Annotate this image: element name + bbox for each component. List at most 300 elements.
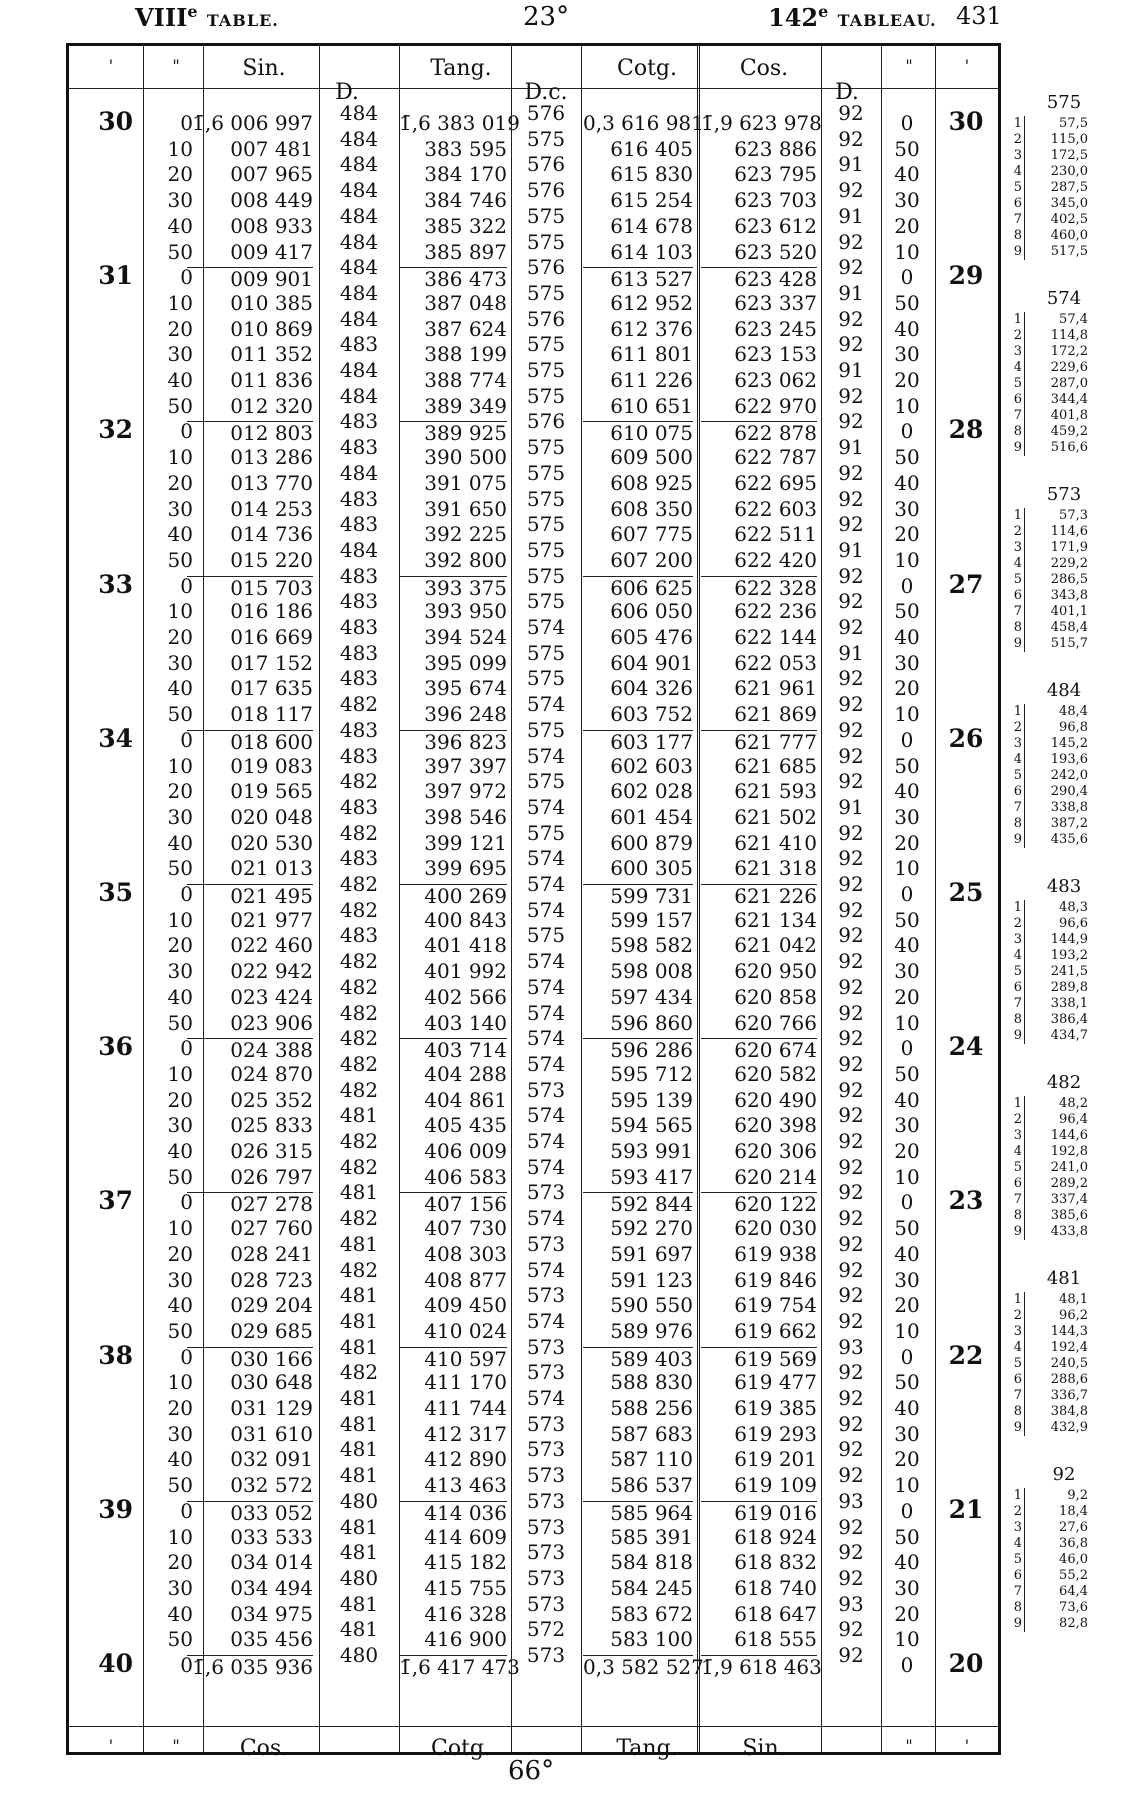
second-cell: 50 (167, 702, 193, 727)
diff-common-cell: 575 (526, 512, 566, 537)
footer-minutes: ' (108, 1736, 114, 1755)
pp-row (1010, 948, 1100, 964)
minute-right-cell: 28 (948, 415, 984, 445)
second-cell: 30 (167, 342, 193, 367)
diff-common-cell: 573 (526, 1514, 566, 1539)
minute-right-cell: 26 (948, 723, 984, 753)
sin-cell: 034 014 (230, 1550, 313, 1575)
tang-cell: 393 375 (399, 576, 507, 598)
pp-index: 4 (1013, 752, 1022, 767)
diff-cell: 484 (339, 229, 379, 254)
second-cell: 30 (167, 959, 193, 984)
diff-cos-cell: 92 (838, 820, 864, 845)
diff-common-cell: 574 (526, 1386, 566, 1410)
diff-cos-cell: 92 (838, 949, 864, 974)
diff-cos-cell: 92 (838, 332, 864, 357)
minute-right-cell: 22 (948, 1340, 984, 1370)
diff-cell: 481 (339, 1617, 379, 1642)
diff-common-cell: 573 (526, 1411, 566, 1436)
pp-row (1010, 1504, 1100, 1520)
pp-value: 344,4 (1050, 392, 1088, 407)
pp-index: 2 (1013, 328, 1022, 343)
cos-cell: 620 674 (701, 1038, 817, 1060)
second-cell: 50 (167, 1318, 193, 1343)
second-cell: 20 (167, 1396, 193, 1420)
second-right-cell: 40 (894, 779, 920, 804)
cos-cell: 618 647 (734, 1601, 817, 1626)
diff-cos-cell: 92 (838, 1129, 864, 1153)
pp-value: 345,0 (1050, 196, 1088, 211)
sin-cell: 021 977 (230, 907, 313, 932)
minute-cell: 32 (98, 415, 133, 445)
diff-cell: 482 (339, 1129, 379, 1153)
diff-cell: 482 (339, 1026, 379, 1051)
second-right-cell: 30 (894, 188, 920, 213)
second-cell: 30 (167, 650, 193, 675)
second-right-cell: 0 (900, 419, 914, 444)
footer-sin: Sin. (742, 1736, 786, 1761)
diff-cos-cell: 92 (838, 383, 864, 408)
diff-cos-cell: 92 (838, 486, 864, 511)
second-right-cell: 20 (894, 1601, 920, 1626)
pp-head: 481 (1046, 1268, 1082, 1289)
pp-index: 6 (1013, 980, 1022, 995)
diff-cell: 481 (339, 1180, 379, 1205)
diff-cell: 482 (339, 1051, 379, 1076)
diff-cos-cell: 92 (838, 717, 864, 742)
pp-value: 230,0 (1050, 164, 1088, 179)
second-cell: 40 (167, 676, 193, 701)
cos-cell: 623 703 (734, 188, 817, 213)
pp-row (1010, 1112, 1100, 1128)
tang-cell: 384 170 (424, 162, 507, 187)
pp-index: 5 (1013, 180, 1022, 195)
pp-value: 193,2 (1050, 948, 1088, 963)
diff-cos-cell: 92 (838, 872, 864, 896)
second-right-cell: 0 (900, 111, 914, 135)
sin-cell: 034 975 (230, 1601, 313, 1626)
cos-cell: 623 062 (734, 368, 817, 392)
second-right-cell: 0 (900, 727, 914, 752)
sin-cell: 020 530 (230, 830, 313, 855)
diff-common-cell: 575 (526, 435, 566, 460)
diff-cell: 481 (339, 1437, 379, 1462)
pp-value: 114,6 (1050, 524, 1088, 539)
diff-common-cell: 575 (526, 923, 566, 948)
cotg-cell: 614 678 (610, 213, 693, 238)
pp-index: 8 (1013, 1012, 1022, 1027)
pp-index: 2 (1013, 720, 1022, 735)
cos-cell: 619 754 (734, 1293, 817, 1318)
pp-index: 3 (1013, 344, 1022, 359)
sin-cell: 007 965 (230, 162, 313, 187)
footer-minutes-right: ' (964, 1736, 970, 1755)
tang-cell: 411 170 (424, 1370, 507, 1395)
pp-value: 432,9 (1050, 1420, 1088, 1435)
diff-cos-cell: 92 (838, 923, 864, 948)
pp-row (1010, 1128, 1100, 1144)
diff-common-cell: 572 (526, 1617, 566, 1642)
cotg-cell: 0,3 582 527 (583, 1655, 704, 1679)
diff-cell: 484 (339, 178, 379, 203)
tang-cell: 415 182 (424, 1550, 507, 1575)
header-degree: 23° (523, 2, 570, 32)
header-cos: Cos. (739, 56, 789, 81)
minute-cell: 38 (98, 1340, 133, 1370)
cos-cell: 619 477 (734, 1370, 817, 1395)
diff-cell: 482 (339, 1206, 379, 1231)
minute-cell: 30 (98, 107, 133, 136)
tang-cell: 412 890 (424, 1447, 507, 1472)
diff-cell: 483 (339, 846, 379, 871)
pp-value: 517,5 (1050, 244, 1088, 259)
cos-cell: 622 328 (701, 576, 817, 598)
pp-row (1010, 1584, 1100, 1600)
pp-value: 516,6 (1050, 440, 1088, 455)
sin-cell: 015 220 (230, 547, 313, 572)
cotg-cell: 611 801 (610, 342, 693, 367)
header-seconds-right: " (905, 56, 913, 75)
pp-index: 5 (1013, 964, 1022, 979)
pp-value: 384,8 (1050, 1404, 1088, 1419)
cotg-cell: 601 454 (610, 804, 693, 829)
pp-row (1010, 636, 1100, 652)
diff-cos-cell: 92 (838, 1643, 864, 1667)
pp-row (1010, 312, 1100, 328)
pp-head: 484 (1046, 680, 1082, 701)
cotg-cell: 598 008 (610, 959, 693, 984)
tang-cell: 404 861 (424, 1087, 507, 1112)
diff-common-cell: 573 (526, 1360, 566, 1385)
pp-row (1010, 540, 1100, 556)
diff-cell: 483 (339, 666, 379, 691)
diff-cell: 484 (339, 280, 379, 305)
pp-index: 2 (1013, 916, 1022, 931)
pp-value: 434,7 (1050, 1028, 1088, 1043)
pp-value: 287,5 (1050, 180, 1088, 195)
pp-value: 289,8 (1050, 980, 1088, 995)
pp-value: 114,8 (1050, 328, 1088, 343)
diff-common-cell: 574 (526, 1206, 566, 1231)
cotg-cell: 600 305 (610, 856, 693, 881)
diff-cos-cell: 92 (838, 1000, 864, 1025)
pp-row (1010, 1308, 1100, 1324)
tang-cell: 405 435 (424, 1113, 507, 1138)
cotg-cell: 600 879 (610, 830, 693, 855)
cos-cell: 623 153 (734, 342, 817, 367)
diff-cos-cell: 92 (838, 615, 864, 639)
tang-cell: 400 843 (424, 907, 507, 932)
sin-cell: 008 449 (230, 188, 313, 213)
pp-index: 4 (1013, 1340, 1022, 1355)
diff-common-cell: 575 (526, 332, 566, 357)
cotg-cell: 609 500 (610, 445, 693, 470)
second-right-cell: 40 (894, 470, 920, 495)
pp-value: 289,2 (1050, 1176, 1088, 1191)
second-cell: 0 (180, 1036, 193, 1061)
second-right-cell: 40 (894, 1550, 920, 1575)
cotg-cell: 595 139 (610, 1087, 693, 1112)
cotg-cell: 587 110 (610, 1447, 693, 1472)
pp-index: 7 (1013, 604, 1022, 619)
pp-row (1010, 900, 1100, 916)
diff-cell: 481 (339, 1411, 379, 1436)
pp-value: 401,1 (1050, 604, 1088, 619)
cotg-cell: 588 830 (610, 1370, 693, 1395)
cotg-cell: 599 157 (610, 907, 693, 932)
pp-index: 8 (1013, 816, 1022, 831)
diff-common-cell: 576 (526, 152, 566, 177)
minute-right-cell: 20 (948, 1649, 984, 1678)
header-diff-common: D.c. (524, 80, 568, 105)
second-right-cell: 0 (900, 1036, 914, 1061)
second-right-cell: 10 (894, 393, 920, 418)
tang-cell: 406 009 (424, 1139, 507, 1163)
pp-value: 64,4 (1059, 1584, 1088, 1599)
diff-common-cell: 574 (526, 949, 566, 974)
pp-index: 9 (1013, 1420, 1022, 1435)
second-cell: 30 (167, 1267, 193, 1292)
diff-cos-cell: 92 (838, 743, 864, 768)
second-cell: 0 (180, 111, 193, 135)
pp-index: 9 (1013, 244, 1022, 259)
cos-cell: 623 612 (734, 213, 817, 238)
second-right-cell: 40 (894, 1396, 920, 1420)
diff-common-cell: 576 (526, 178, 566, 203)
diff-cell: 484 (339, 306, 379, 331)
cos-cell: 622 053 (734, 650, 817, 675)
pp-value: 385,6 (1050, 1208, 1088, 1223)
header-diff-cos: D. (835, 80, 859, 105)
sin-cell: 030 648 (230, 1370, 313, 1395)
pp-row (1010, 784, 1100, 800)
cos-cell: 621 502 (734, 804, 817, 829)
cos-cell: 620 766 (734, 1010, 817, 1035)
second-right-cell: 0 (900, 1653, 914, 1677)
cos-cell: 619 201 (734, 1447, 817, 1472)
diff-common-cell: 573 (526, 1334, 566, 1359)
sin-cell: 015 703 (187, 576, 313, 598)
diff-cell: 484 (339, 358, 379, 382)
pp-index: 6 (1013, 196, 1022, 211)
cotg-cell: 604 326 (610, 676, 693, 701)
cotg-cell: 608 925 (610, 470, 693, 495)
cos-cell: 622 511 (734, 522, 817, 547)
second-right-cell: 50 (894, 1061, 920, 1086)
cotg-cell: 584 818 (610, 1550, 693, 1575)
diff-cos-cell: 92 (838, 1206, 864, 1231)
pp-row (1010, 1356, 1100, 1372)
pp-row (1010, 116, 1100, 132)
pp-row (1010, 1568, 1100, 1584)
pp-row (1010, 180, 1100, 196)
second-cell: 20 (167, 162, 193, 187)
pp-row (1010, 1372, 1100, 1388)
diff-cell: 482 (339, 872, 379, 896)
cotg-cell: 607 200 (610, 547, 693, 572)
pp-value: 96,2 (1059, 1308, 1088, 1323)
cotg-cell: 611 226 (610, 368, 693, 392)
diff-cell: 480 (339, 1643, 379, 1667)
second-cell: 40 (167, 1293, 193, 1318)
pp-value: 338,8 (1050, 800, 1088, 815)
cos-cell: 620 030 (734, 1216, 817, 1241)
pp-row (1010, 1420, 1100, 1436)
sin-cell: 028 241 (230, 1241, 313, 1266)
sin-cell: 029 204 (230, 1293, 313, 1318)
tang-cell: 391 650 (424, 496, 507, 521)
diff-cos-cell: 92 (838, 692, 864, 717)
minute-cell: 35 (98, 878, 133, 907)
second-cell: 20 (167, 1241, 193, 1266)
diff-common-cell: 573 (526, 1540, 566, 1565)
header-table-number: VIIIe TABLE. (135, 2, 279, 32)
pp-value: 401,8 (1050, 408, 1088, 423)
second-right-cell: 0 (900, 882, 914, 906)
sin-cell: 018 117 (230, 702, 313, 727)
second-right-cell: 30 (894, 804, 920, 829)
sin-cell: 022 460 (230, 933, 313, 958)
diff-cell: 483 (339, 717, 379, 742)
diff-cos-cell: 92 (838, 178, 864, 203)
diff-cell: 482 (339, 1154, 379, 1179)
pp-value: 286,5 (1050, 572, 1088, 587)
tang-cell: 404 288 (424, 1061, 507, 1086)
minute-right-cell: 23 (948, 1186, 984, 1216)
diff-common-cell: 576 (526, 409, 566, 434)
pp-value: 337,4 (1050, 1192, 1088, 1207)
diff-cos-cell: 91 (838, 537, 864, 562)
second-right-cell: 30 (894, 650, 920, 675)
tang-cell: 416 900 (424, 1627, 507, 1652)
diff-cell: 483 (339, 923, 379, 948)
pp-value: 172,2 (1050, 344, 1088, 359)
diff-cell: 483 (339, 486, 379, 511)
sin-cell: 027 278 (187, 1192, 313, 1214)
pp-index: 3 (1013, 1520, 1022, 1535)
second-cell: 20 (167, 933, 193, 958)
sin-cell: 012 803 (187, 421, 313, 443)
diff-cos-cell: 92 (838, 666, 864, 691)
diff-cos-cell: 92 (838, 409, 864, 434)
tang-cell: 387 624 (424, 316, 507, 341)
diff-cos-cell: 91 (838, 203, 864, 228)
pp-value: 290,4 (1050, 784, 1088, 799)
second-right-cell: 50 (894, 445, 920, 470)
cos-cell: 619 385 (734, 1396, 817, 1420)
cotg-cell: 612 376 (610, 316, 693, 341)
pp-index: 9 (1013, 440, 1022, 455)
cotg-cell: 583 672 (610, 1601, 693, 1626)
cotg-cell: 593 991 (610, 1139, 693, 1163)
second-right-cell: 40 (894, 625, 920, 649)
second-right-cell: 50 (894, 599, 920, 624)
pp-row (1010, 164, 1100, 180)
cos-cell: 619 846 (734, 1267, 817, 1292)
second-right-cell: 10 (894, 1318, 920, 1343)
pp-head: 482 (1046, 1072, 1082, 1093)
second-right-cell: 30 (894, 496, 920, 521)
sin-cell: 021 013 (230, 856, 313, 881)
second-cell: 10 (167, 290, 193, 315)
diff-cos-cell: 92 (838, 126, 864, 151)
pp-index: 1 (1013, 1096, 1022, 1111)
cotg-cell: 592 844 (583, 1192, 693, 1214)
pp-value: 144,6 (1050, 1128, 1088, 1143)
minute-cell: 36 (98, 1032, 133, 1062)
second-right-cell: 20 (894, 1139, 920, 1163)
diff-common-cell: 573 (526, 1643, 566, 1667)
pp-row (1010, 508, 1100, 524)
pp-row (1010, 768, 1100, 784)
diff-cell: 484 (339, 255, 379, 280)
sin-cell: 018 600 (187, 730, 313, 752)
sin-cell: 029 685 (230, 1318, 313, 1343)
second-cell: 40 (167, 522, 193, 547)
tang-cell: 393 950 (424, 599, 507, 624)
pp-row (1010, 1404, 1100, 1420)
second-cell: 20 (167, 625, 193, 649)
pp-index: 1 (1013, 900, 1022, 915)
column-rule (881, 46, 882, 1752)
tang-cell: 400 269 (399, 884, 507, 906)
second-cell: 0 (180, 419, 193, 444)
diff-cos-cell: 92 (838, 1565, 864, 1590)
pp-row (1010, 800, 1100, 816)
second-cell: 0 (180, 727, 193, 752)
second-cell: 0 (180, 1653, 193, 1677)
pp-head: 575 (1046, 92, 1082, 113)
diff-cell: 484 (339, 537, 379, 562)
pp-row (1010, 916, 1100, 932)
pp-row (1010, 344, 1100, 360)
pp-value: 229,6 (1050, 360, 1088, 375)
diff-cell: 482 (339, 1257, 379, 1282)
pp-row (1010, 1324, 1100, 1340)
second-right-cell: 0 (900, 1344, 914, 1369)
cos-cell: 619 662 (734, 1318, 817, 1343)
cotg-cell: 606 625 (583, 576, 693, 598)
diff-cell: 484 (339, 101, 379, 125)
second-cell: 20 (167, 1087, 193, 1112)
header-rule (69, 1726, 998, 1727)
sin-cell: 022 942 (230, 959, 313, 984)
diff-cell: 483 (339, 589, 379, 614)
second-cell: 10 (167, 445, 193, 470)
diff-cos-cell: 93 (838, 1334, 864, 1359)
pp-index: 1 (1013, 1488, 1022, 1503)
sin-cell: 020 048 (230, 804, 313, 829)
pp-index: 3 (1013, 736, 1022, 751)
second-right-cell: 40 (894, 162, 920, 187)
cos-cell: 621 226 (701, 884, 817, 906)
cotg-cell: 589 403 (583, 1347, 693, 1369)
sin-cell: 031 610 (230, 1421, 313, 1446)
column-rule (581, 46, 582, 1752)
pp-value: 192,8 (1050, 1144, 1088, 1159)
pp-value: 144,9 (1050, 932, 1088, 947)
diff-common-cell: 574 (526, 1129, 566, 1153)
second-right-cell: 30 (894, 959, 920, 984)
pp-value: 193,6 (1050, 752, 1088, 767)
pp-index: 7 (1013, 1388, 1022, 1403)
cotg-cell: 594 565 (610, 1113, 693, 1138)
diff-cos-cell: 92 (838, 1103, 864, 1128)
cotg-cell: 614 103 (610, 239, 693, 264)
header-tableau-number: 142e TABLEAU. (768, 2, 937, 32)
second-right-cell: 30 (894, 1575, 920, 1600)
pp-row (1010, 244, 1100, 260)
